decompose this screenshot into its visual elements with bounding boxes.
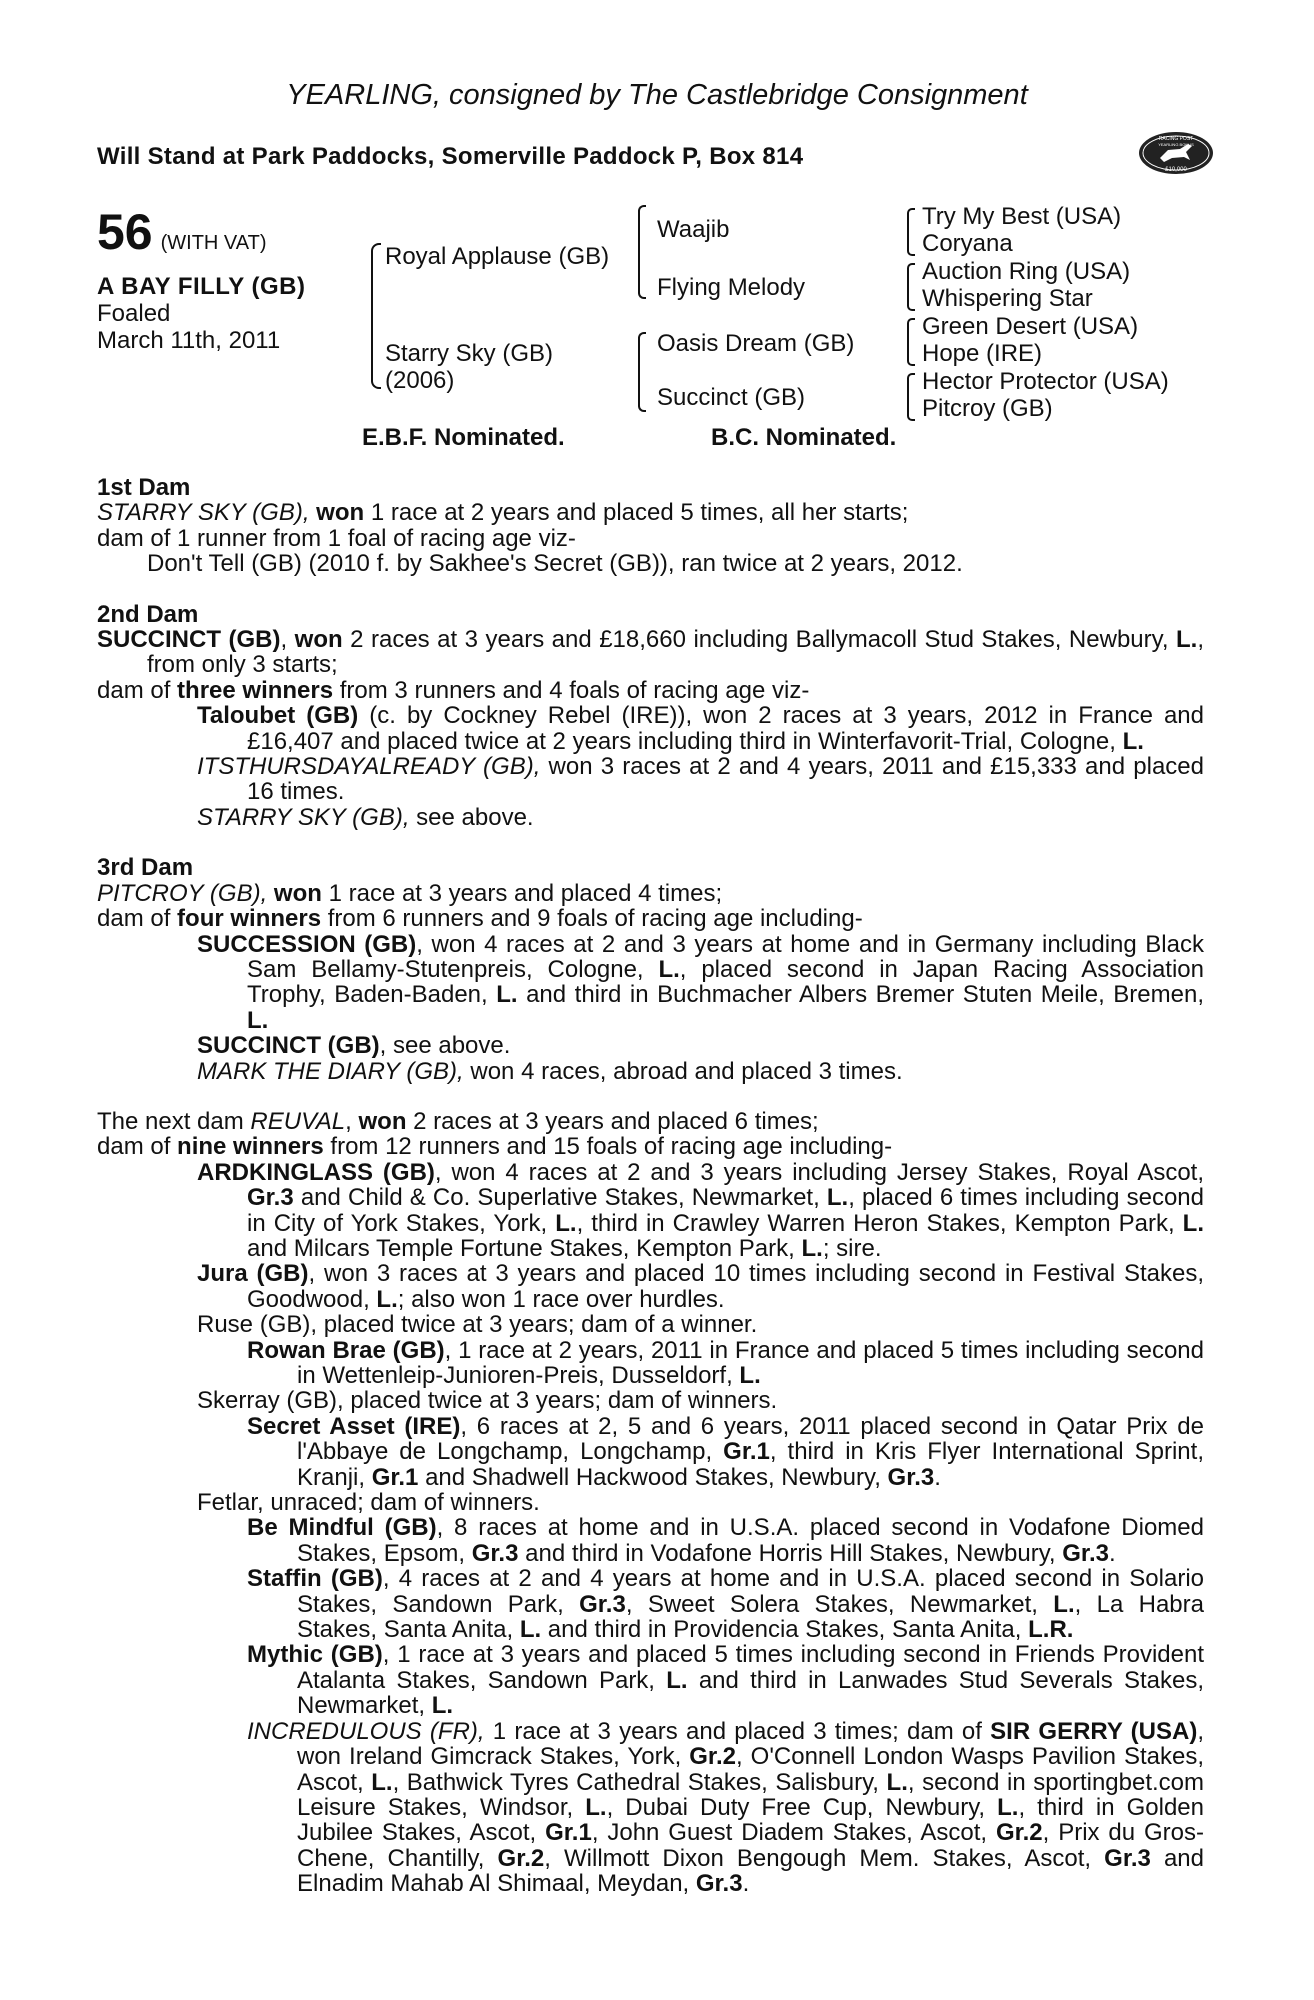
second-dam-produce: dam of three winners from 3 runners and 4 foals of racing age viz- [97, 676, 810, 704]
progeny-succinct: SUCCINCT (GB), see above. [197, 1032, 511, 1060]
g3-auction-ring: Auction Ring (USA) [922, 258, 1131, 285]
g3-green-desert: Green Desert (USA) [922, 313, 1139, 340]
g3-brace-3 [907, 318, 915, 366]
svg-text:RACING POST: RACING POST [1158, 136, 1194, 142]
second-dam-record: SUCCINCT (GB), won 2 races at 3 years and £18,660 including Ballymacoll Stud Stakes, Newbury, L., from only 3 starts; [97, 626, 1205, 679]
sire: Royal Applause (GB) [385, 243, 610, 270]
progeny-ruse: Ruse (GB), placed twice at 3 years; dam of a winner. [197, 1311, 758, 1339]
second-dam-heading: 2nd Dam [97, 600, 199, 628]
stand-location: Will Stand at Park Paddocks, Somerville Paddock P, Box 814 [97, 143, 804, 170]
vat-note: (WITH VAT) [160, 232, 267, 254]
progeny-jura: Jura (GB), won 3 races at 3 years and placed 10 times including second in Festival Stakes, Goodwood, L.; also won 1 race over hurdles. [197, 1260, 1204, 1313]
sire-sire: Waajib [657, 216, 730, 243]
progeny-fetlar: Fetlar, unraced; dam of winners. [197, 1489, 540, 1517]
next-dam-produce: dam of nine winners from 12 runners and 15 foals of racing age including- [97, 1133, 893, 1161]
foaled-date: March 11th, 2011 [97, 327, 281, 354]
progeny-succession: SUCCESSION (GB), won 4 races at 2 and 3 years at home and in Germany including Black Sam Bellamy-Stutenpreis, Cologne, L., placed second in Japan Racing Association Trophy, Baden-Baden, L. and third in Buchmacher Albers Bremer Stuten Meile, Bremen, L. [197, 930, 1204, 1034]
sire-parents-brace [638, 205, 646, 299]
lot-name: A BAY FILLY (GB) [97, 273, 306, 300]
lot-details [97, 273, 305, 354]
first-dam-record: STARRY SKY (GB), won 1 race at 2 years and placed 5 times, all her starts; [97, 499, 909, 527]
bc-nominated: B.C. Nominated. [711, 424, 897, 451]
progeny-itsthursdayalready: ITSTHURSDAYALREADY (GB), won 3 races at 2 and 4 years, 2011 and £15,333 and placed 16 times. [197, 753, 1204, 806]
g3-brace-2 [907, 263, 915, 311]
progeny-mark-the-diary: MARK THE DIARY (GB), won 4 races, abroad and placed 3 times. [197, 1057, 903, 1085]
dam-sire: Oasis Dream (GB) [657, 330, 855, 357]
third-dam-record: PITCROY (GB), won 1 race at 3 years and placed 4 times; [97, 879, 723, 907]
g3-try-my-best: Try My Best (USA) [922, 203, 1122, 230]
lot-number-value: 56 [97, 204, 153, 260]
progeny-secret-asset: Secret Asset (IRE), 6 races at 2, 5 and 6 years, 2011 placed second in Qatar Prix de l'Abbaye de Longchamp, Longchamp, Gr.1, third in Kris Flyer International Sprint, Kranji, Gr.1 and Shadwell Hackwood Stakes, Newbury, Gr.3. [247, 1412, 1204, 1491]
ebf-nominated: E.B.F. Nominated. [362, 424, 565, 451]
g3-brace-4 [907, 373, 915, 421]
page-title: YEARLING, consigned by The Castlebridge Consignment [286, 79, 1028, 111]
progeny-incredulous: INCREDULOUS (FR), 1 race at 3 years and placed 3 times; dam of SIR GERRY (USA), won Ireland Gimcrack Stakes, York, Gr.2, O'Connell London Wasps Pavilion Stakes, Ascot, L., Bathwick Tyres Cathedral Stakes, Salisbury, L., second in sportingbet.com Leisure Stakes, Windsor, L., Dubai Duty Free Cup, Newbury, L., third in Golden Jubilee Stakes, Ascot, Gr.1, John Guest Diadem Stakes, Ascot, Gr.2, Prix du Gros-Chene, Chantilly, Gr.2, Willmott Dixon Bengough Mem. Stakes, Ascot, Gr.3 and Elnadim Mahab Al Shimaal, Meydan, Gr.3. [247, 1717, 1205, 1898]
sire-dam-brace [371, 243, 381, 389]
first-dam-produce: dam of 1 runner from 1 foal of racing age viz- [97, 524, 576, 552]
progeny-staffin: Staffin (GB), 4 races at 2 and 4 years at home and in U.S.A. placed second in Solario Stakes, Sandown Park, Gr.3, Sweet Solera Stakes, Newmarket, L., La Habra Stakes, Santa Anita, L. and third in Providencia Stakes, Santa Anita, L.R. [247, 1565, 1204, 1644]
progeny-mythic: Mythic (GB), 1 race at 3 years and placed 5 times including second in Friends Provident Atalanta Stakes, Sandown Park, L. and third in Lanwades Stud Severals Stakes, Newmarket, L. [247, 1641, 1205, 1720]
g3-coryana: Coryana [922, 230, 1013, 257]
svg-text:£10,000: £10,000 [1165, 167, 1187, 173]
g3-whispering-star: Whispering Star [922, 285, 1093, 312]
yearling-bonus-logo [1138, 130, 1214, 176]
lot-number [97, 203, 267, 261]
progeny-rowan-brae: Rowan Brae (GB), 1 race at 2 years, 2011 in France and placed 5 times including second in Wettenleip-Junioren-Preis, Dusseldorf, L. [247, 1336, 1205, 1389]
dam-year: (2006) [385, 367, 455, 394]
third-dam-heading: 3rd Dam [97, 854, 194, 882]
progeny-ardkinglass: ARDKINGLASS (GB), won 4 races at 2 and 3 years including Jersey Stakes, Royal Ascot, Gr.3 and Child & Co. Superlative Stakes, Newmarket, L., placed 6 times including second in City of York Stakes, York, L., third in Crawley Warren Heron Stakes, Kempton Park, L. and Milcars Temple Fortune Stakes, Kempton Park, L.; sire. [197, 1158, 1205, 1262]
g3-pitcroy: Pitcroy (GB) [922, 395, 1053, 422]
svg-text:YEARLING BONUS: YEARLING BONUS [1158, 142, 1194, 147]
third-dam-produce: dam of four winners from 6 runners and 9 foals of racing age including- [97, 905, 863, 933]
g3-hope: Hope (IRE) [922, 340, 1043, 367]
first-dam-heading: 1st Dam [97, 474, 191, 501]
progeny-be-mindful: Be Mindful (GB), 8 races at home and in U.S.A. placed second in Vodafone Diomed Stakes, Epsom, Gr.3 and third in Vodafone Horris Hill Stakes, Newbury, Gr.3. [247, 1514, 1204, 1567]
racing-post-badge-icon [1138, 130, 1214, 176]
dam-parents-brace [638, 332, 646, 412]
next-dam-record: The next dam REUVAL, won 2 races at 3 years and placed 6 times; [97, 1107, 819, 1135]
first-dam-foal: Don't Tell (GB) (2010 f. by Sakhee's Secret (GB)), ran twice at 2 years, 2012. [147, 550, 963, 578]
g3-hector-protector: Hector Protector (USA) [922, 368, 1169, 395]
sire-dam: Flying Melody [657, 274, 806, 301]
dam-dam: Succinct (GB) [657, 384, 806, 411]
g3-brace-1 [907, 208, 915, 256]
progeny-skerray: Skerray (GB), placed twice at 3 years; dam of winners. [197, 1387, 778, 1415]
progeny-taloubet: Taloubet (GB) (c. by Cockney Rebel (IRE)), won 2 races at 3 years, 2012 in France and £16,407 and placed twice at 2 years including third in Winterfavorit-Trial, Cologne, L. [197, 702, 1204, 755]
progeny-starry-sky: STARRY SKY (GB), see above. [197, 803, 534, 831]
catalogue-text [97, 475, 1204, 1897]
dam-name: Starry Sky (GB) [385, 340, 554, 367]
foaled-label: Foaled [97, 300, 171, 327]
